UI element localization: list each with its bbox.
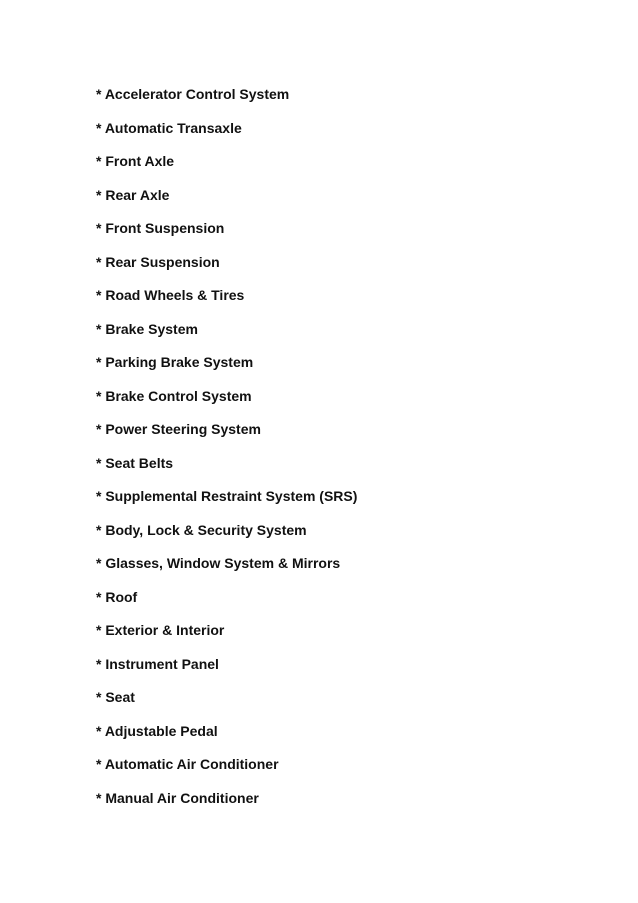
list-item: * Front Suspension: [96, 220, 225, 236]
list-item: * Seat: [96, 689, 135, 705]
list-item: * Seat Belts: [96, 454, 174, 471]
list-item: * Brake Control System: [96, 387, 252, 404]
list-item: * Accelerator Control System: [96, 86, 290, 102]
list-item: * Front Axle: [96, 153, 175, 169]
list-item: * Rear Axle: [96, 186, 170, 203]
list-item: * Automatic Air Conditioner: [96, 756, 279, 772]
list-item: * Adjustable Pedal: [96, 722, 218, 739]
list-item: * Parking Brake System: [96, 354, 254, 370]
list-item: * Automatic Transaxle: [96, 119, 242, 136]
list-item: * Manual Air Conditioner: [96, 789, 259, 806]
list-item: * Glasses, Window System & Mirrors: [96, 555, 341, 571]
list-item: * Rear Suspension: [96, 253, 220, 270]
list-item: * Supplemental Restraint System (SRS): [96, 488, 358, 504]
list-item: * Road Wheels & Tires: [96, 287, 245, 303]
list-item: * Roof: [96, 588, 138, 605]
list-item: * Brake System: [96, 320, 198, 337]
list-item: * Instrument Panel: [96, 655, 219, 672]
list-item: * Body, Lock & Security System: [96, 521, 307, 538]
list-item: * Exterior & Interior: [96, 622, 225, 638]
list-item: * Power Steering System: [96, 421, 261, 437]
section-list: [96, 85, 357, 822]
